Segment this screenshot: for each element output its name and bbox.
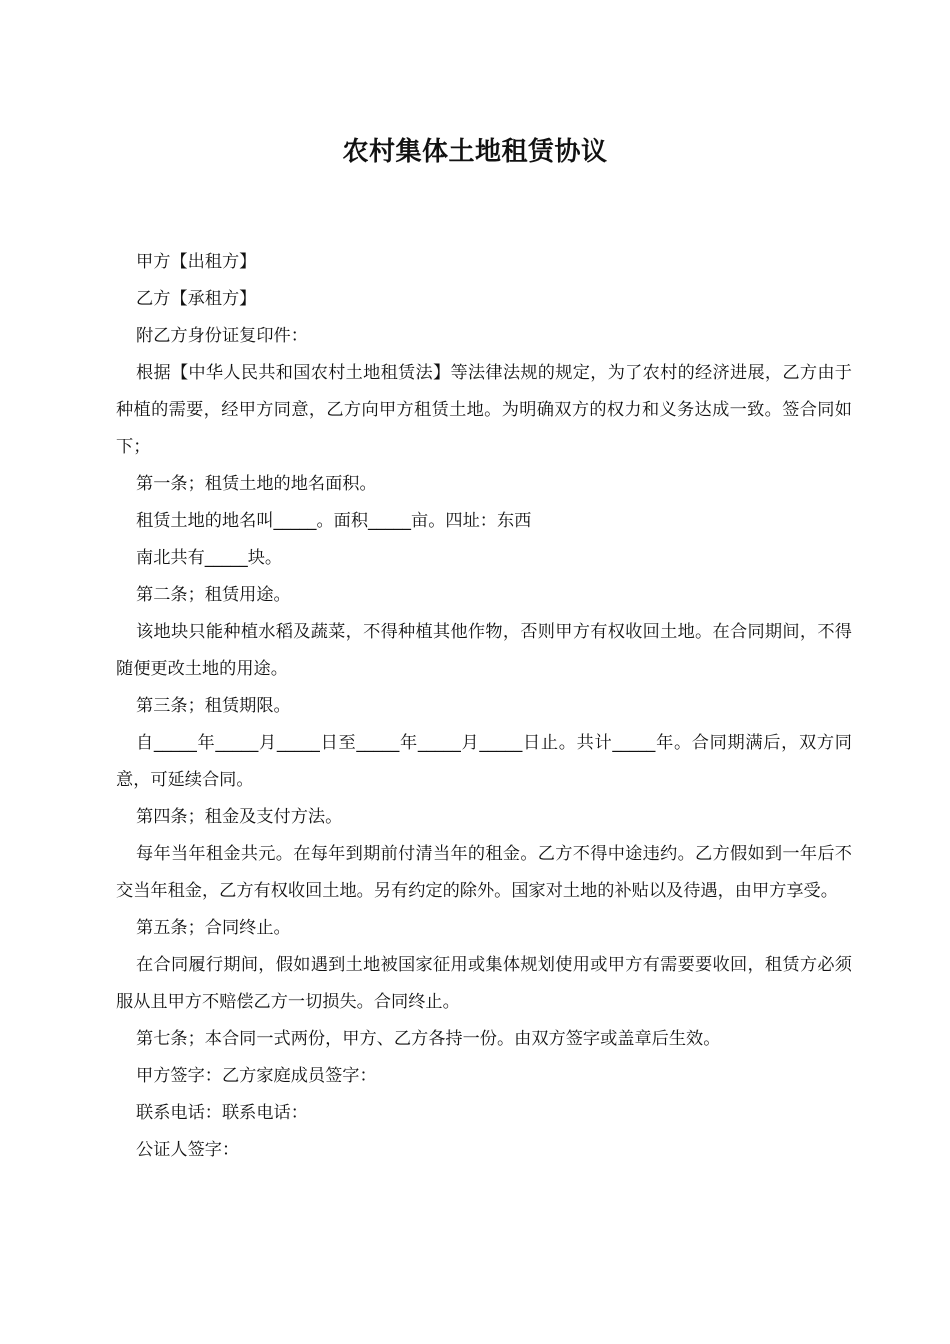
article-4-body: 每年当年租金共元。在每年到期前付清当年的租金。乙方不得中途违约。乙方假如到一年后不交当年租金，乙方有权收回土地。另有约定的除外。国家对土地的补贴以及待遇，由甲方享受。: [116, 844, 852, 901]
article-3-heading: 第三条；租赁期限。: [136, 696, 291, 716]
article-1-heading: 第一条；租赁土地的地名面积。: [136, 474, 377, 494]
notary-signature-line: 公证人签字：: [136, 1140, 240, 1160]
phone-line: 联系电话：联系电话：: [136, 1103, 308, 1123]
article-3-body: 自_____年_____月_____日至_____年_____月_____日止。共计_____年。合同期满后，双方同意，可延续合同。: [116, 733, 852, 790]
party-b-line: 乙方【承租方】: [136, 289, 257, 309]
article-2-heading: 第二条；租赁用途。: [136, 585, 291, 605]
signature-line: 甲方签字：乙方家庭成员签字：: [136, 1066, 377, 1086]
article-4-heading: 第四条；租金及支付方法。: [136, 807, 343, 827]
article-1-land-name-line: 租赁土地的地名叫_____。面积_____亩。四址：东西: [136, 511, 532, 531]
id-copy-attachment-line: 附乙方身份证复印件：: [136, 326, 308, 346]
article-5-heading: 第五条；合同终止。: [136, 918, 291, 938]
document-title: 农村集体土地租赁协议: [342, 137, 608, 167]
article-1-plot-count-line: 南北共有_____块。: [136, 548, 283, 568]
article-5-body: 在合同履行期间，假如遇到土地被国家征用或集体规划使用或甲方有需要要收回，租赁方必须服从且甲方不赔偿乙方一切损失。合同终止。: [116, 955, 852, 1012]
article-2-body: 该地块只能种植水稻及蔬菜，不得种植其他作物，否则甲方有权收回土地。在合同期间，不得随便更改土地的用途。: [116, 622, 852, 679]
article-7-body: 第七条；本合同一式两份，甲方、乙方各持一份。由双方签字或盖章后生效。: [136, 1029, 721, 1049]
document-body: [116, 244, 852, 1169]
preamble-paragraph: 根据【中华人民共和国农村土地租赁法】等法律法规的规定，为了农村的经济进展，乙方由于种植的需要，经甲方同意，乙方向甲方租赁土地。为明确双方的权力和义务达成一致。签合同如下；: [116, 363, 852, 457]
party-a-line: 甲方【出租方】: [136, 252, 257, 272]
